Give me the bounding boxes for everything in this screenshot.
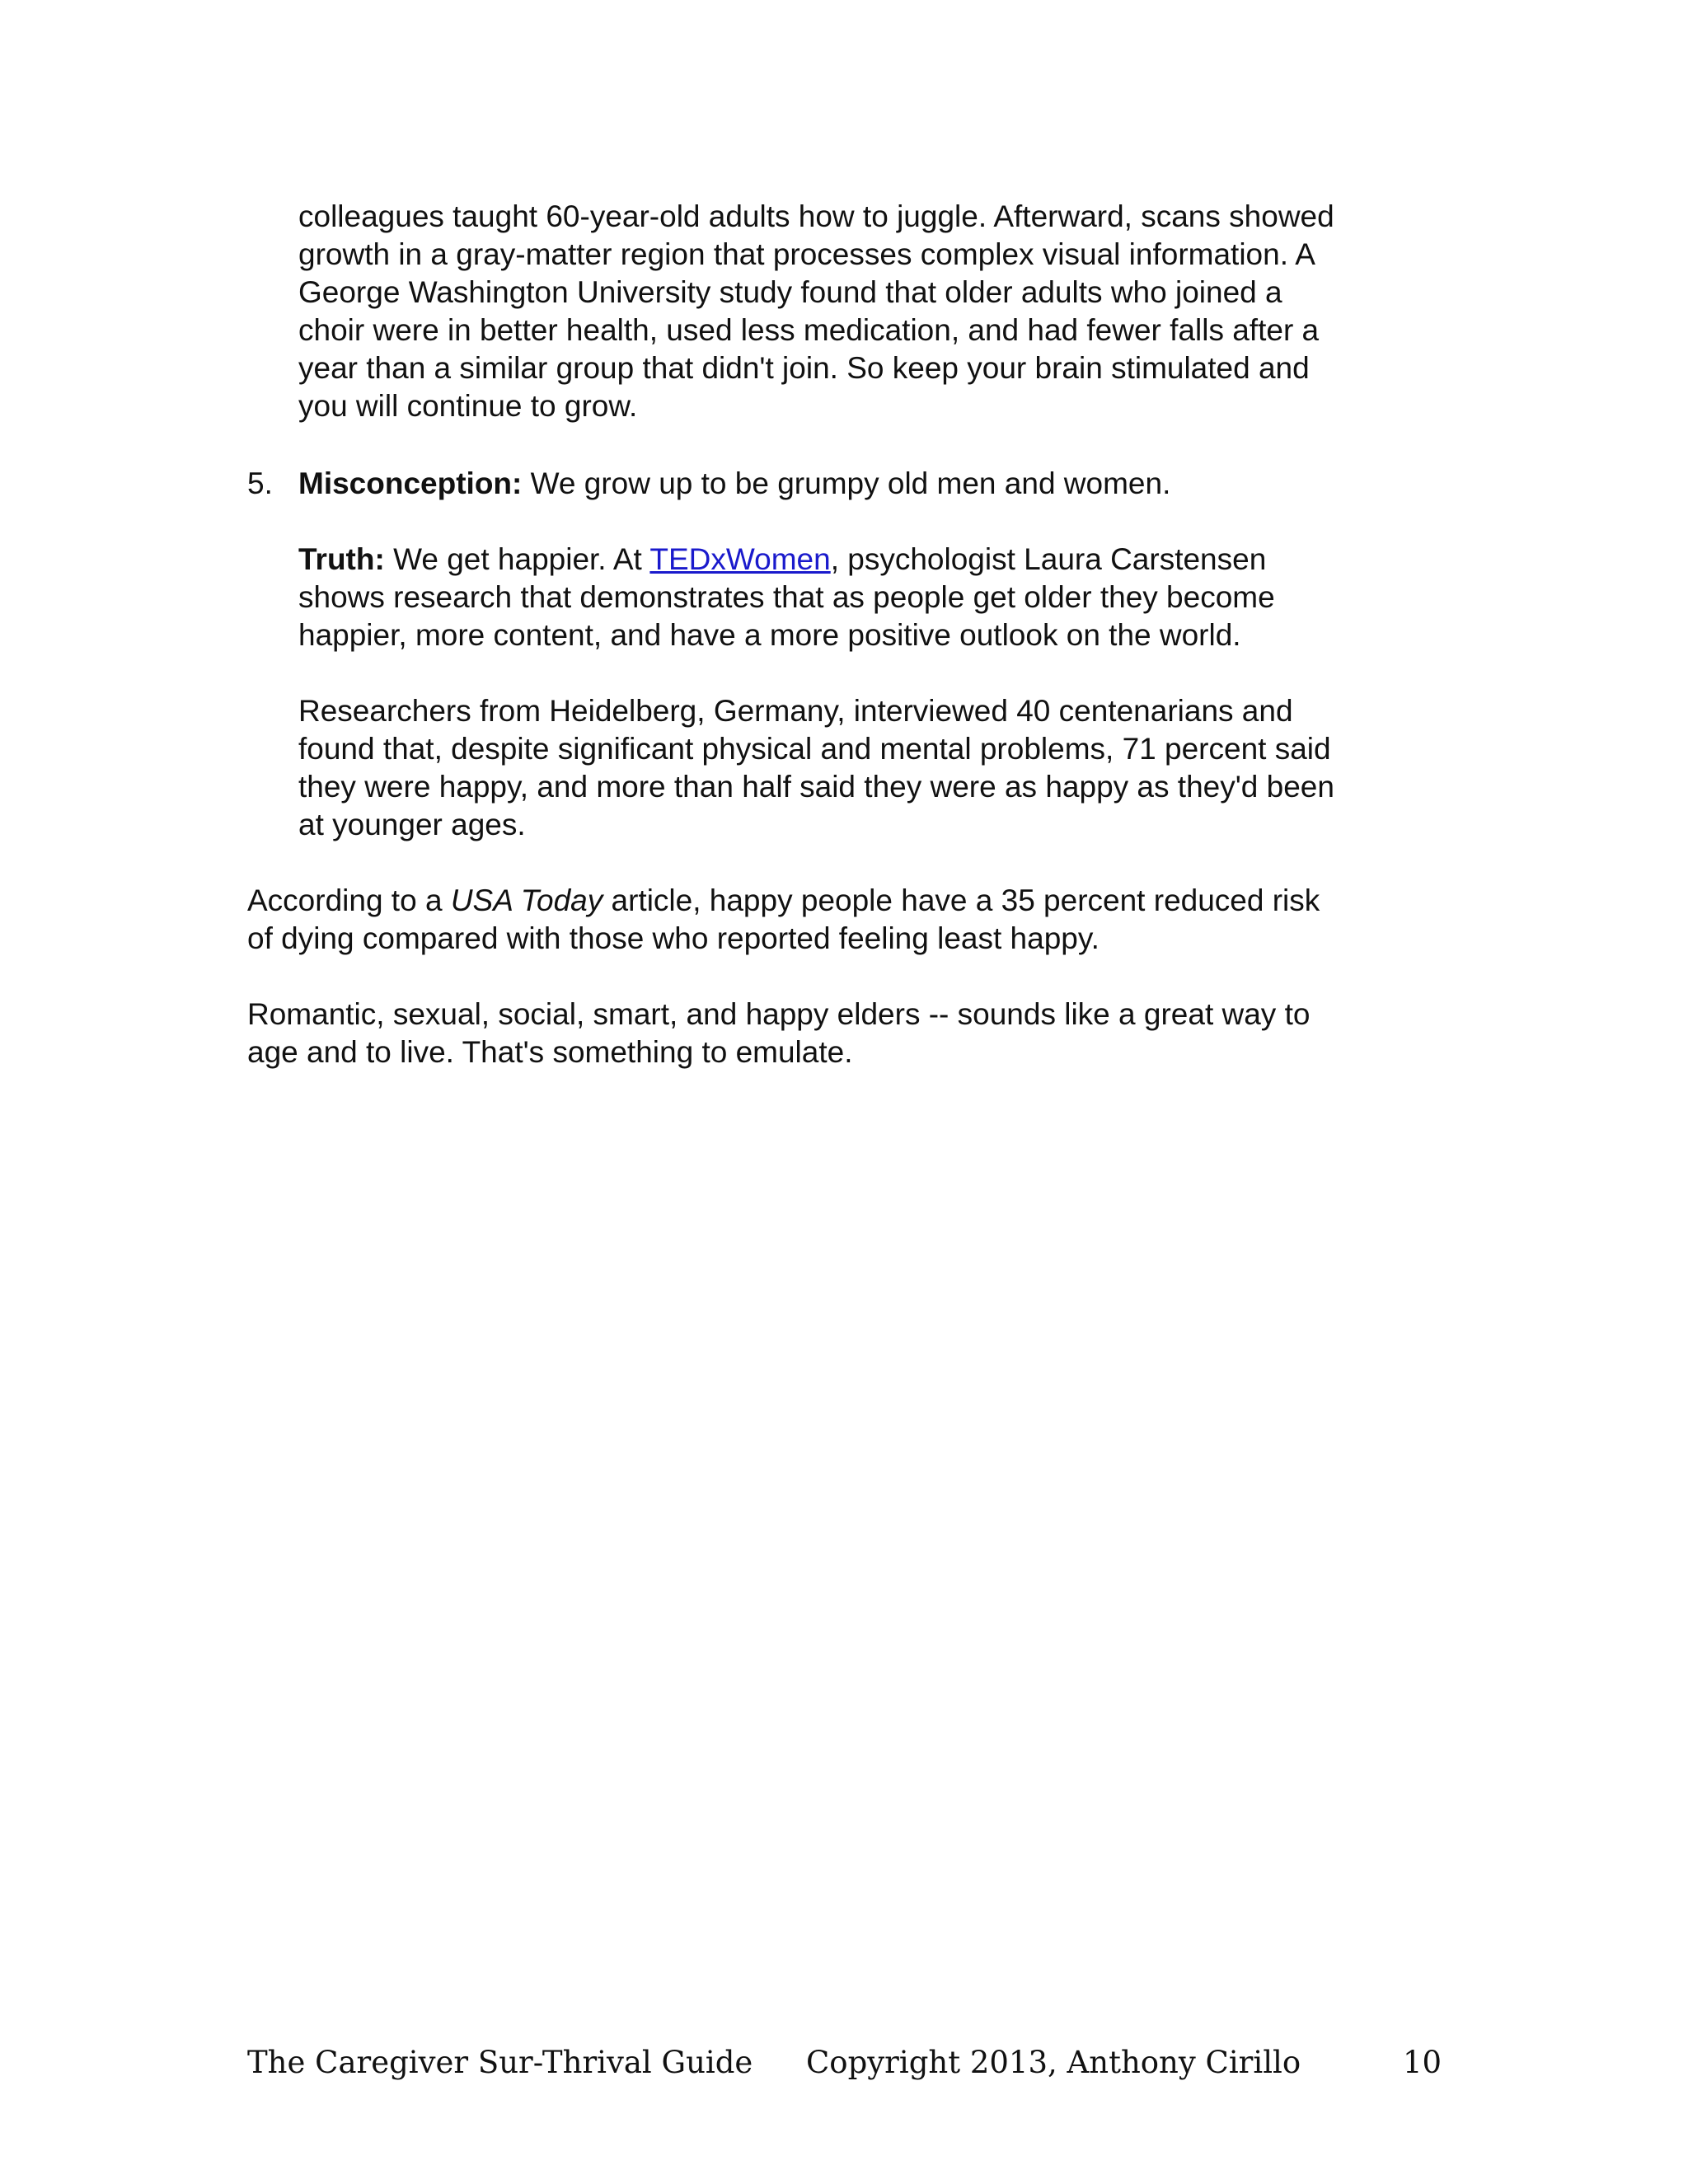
- truth-text-continued: , psychologist Laura Carstensen: [830, 542, 1267, 576]
- text-line: found that, despite significant physical and mental problems, 71 percent said: [298, 732, 1331, 766]
- text-line: they were happy, and more than half said they were as happy as they'd been: [298, 770, 1334, 804]
- text-line: George Washington University study found that older adults who joined a: [298, 275, 1282, 309]
- text-line: [298, 541, 1444, 579]
- heidelberg-paragraph: [298, 692, 1444, 844]
- text-line: colleagues taught 60-year-old adults how to juggle. Afterward, scans showed: [298, 199, 1334, 233]
- misconception-label: Misconception:: [298, 466, 523, 500]
- truth-text: We get happier. At: [384, 542, 650, 576]
- list-item-number: 5.: [247, 466, 273, 500]
- closing-paragraph: [247, 996, 1444, 1071]
- text-line: age and to live. That's something to emulate.: [247, 1035, 853, 1069]
- text-line: Researchers from Heidelberg, Germany, interviewed 40 centenarians and: [298, 694, 1293, 728]
- text-line: at younger ages.: [298, 808, 526, 841]
- text-line: you will continue to grow.: [298, 389, 638, 423]
- continuation-paragraph: [298, 198, 1444, 425]
- misconception-line: [298, 465, 1444, 503]
- text-line: choir were in better health, used less medication, and had fewer falls after a: [298, 313, 1320, 347]
- text-line: [247, 882, 1444, 920]
- text-line: year than a similar group that didn't join. So keep your brain stimulated and: [298, 351, 1310, 385]
- truth-paragraph: [298, 541, 1444, 654]
- misconception-text: We grow up to be grumpy old men and women.: [522, 466, 1171, 500]
- text-line: Romantic, sexual, social, smart, and happy elders -- sounds like a great way to: [247, 997, 1311, 1031]
- footer-title: The Caregiver Sur-Thrival Guide: [247, 2045, 753, 2080]
- text-line: of dying compared with those who reported feeling least happy.: [247, 921, 1100, 955]
- truth-label: Truth:: [298, 542, 385, 576]
- text-line: shows research that demonstrates that as people get older they become: [298, 580, 1275, 614]
- text-line: happier, more content, and have a more positive outlook on the world.: [298, 618, 1241, 652]
- footer-copyright: Copyright 2013, Anthony Cirillo: [806, 2045, 1301, 2080]
- usa-today-paragraph: [247, 882, 1444, 958]
- text-line: growth in a gray-matter region that processes complex visual information. A: [298, 237, 1315, 271]
- usa-today-text-continued: article, happy people have a 35 percent reduced risk: [603, 883, 1320, 917]
- tedxwomen-link[interactable]: TEDxWomen: [649, 542, 831, 576]
- footer-page-number: 10: [1403, 2045, 1442, 2080]
- usa-today-text: According to a: [247, 883, 451, 917]
- usa-today-title: USA Today: [450, 883, 603, 917]
